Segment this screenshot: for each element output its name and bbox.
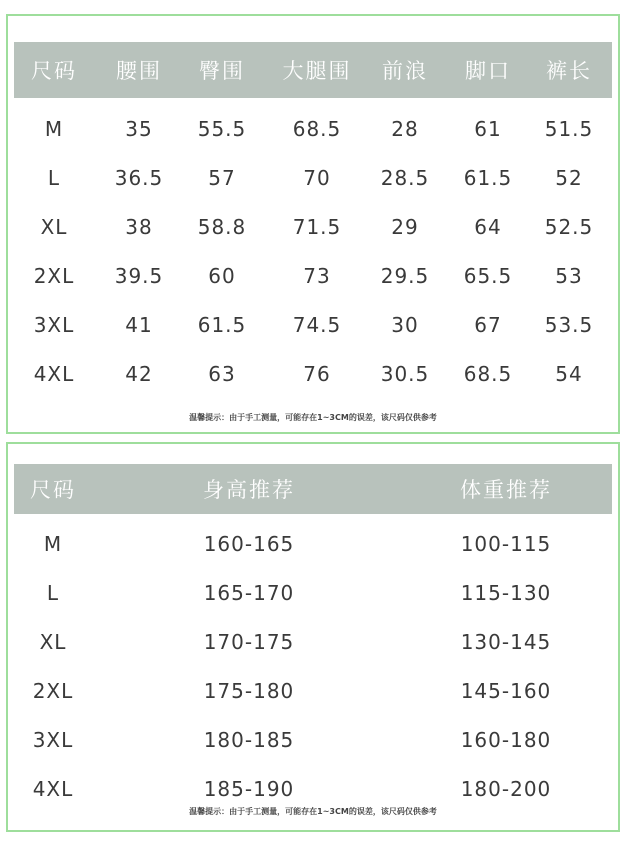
cell-size: M bbox=[43, 531, 63, 556]
cell-size: 4XL bbox=[32, 776, 74, 801]
cell-height: 185-190 bbox=[203, 776, 295, 801]
cell-front-rise: 30.5 bbox=[380, 361, 430, 386]
cell-weight: 180-200 bbox=[460, 776, 552, 801]
header-cell-thigh: 大腿围 bbox=[282, 59, 352, 83]
cell-size: 3XL bbox=[32, 727, 74, 752]
cell-hip: 63 bbox=[208, 361, 236, 386]
cell-front-rise: 28 bbox=[391, 116, 419, 141]
header-cell-front-rise: 前浪 bbox=[382, 59, 428, 83]
cell-size: 2XL bbox=[33, 263, 75, 288]
cell-weight: 100-115 bbox=[460, 531, 552, 556]
header-cell-hip: 臀围 bbox=[199, 59, 245, 83]
table-row bbox=[14, 153, 612, 202]
cell-size: L bbox=[46, 580, 60, 605]
cell-waist: 42 bbox=[125, 361, 153, 386]
cell-height: 165-170 bbox=[203, 580, 295, 605]
cell-thigh: 74.5 bbox=[292, 312, 342, 337]
recommendation-header bbox=[14, 464, 612, 514]
cell-height: 180-185 bbox=[203, 727, 295, 752]
cell-thigh: 73 bbox=[303, 263, 331, 288]
cell-waist: 38 bbox=[125, 214, 153, 239]
cell-leg-opening: 65.5 bbox=[463, 263, 513, 288]
cell-waist: 35 bbox=[125, 116, 153, 141]
cell-thigh: 71.5 bbox=[292, 214, 342, 239]
table-row bbox=[14, 202, 612, 251]
cell-size: 2XL bbox=[32, 678, 74, 703]
cell-leg-opening: 64 bbox=[474, 214, 502, 239]
table-row bbox=[14, 519, 612, 568]
cell-leg-opening: 61 bbox=[474, 116, 502, 141]
cell-hip: 58.8 bbox=[197, 214, 247, 239]
table-row bbox=[14, 300, 612, 349]
header-cell-weight: 体重推荐 bbox=[460, 478, 552, 502]
header-cell-height: 身高推荐 bbox=[203, 478, 295, 502]
cell-size: XL bbox=[39, 629, 67, 654]
cell-size: L bbox=[47, 165, 61, 190]
cell-front-rise: 29 bbox=[391, 214, 419, 239]
table-row bbox=[14, 104, 612, 153]
table-row bbox=[14, 715, 612, 764]
cell-height: 170-175 bbox=[203, 629, 295, 654]
header-cell-waist: 腰围 bbox=[116, 59, 162, 83]
header-cell-length: 裤长 bbox=[546, 59, 592, 83]
cell-thigh: 76 bbox=[303, 361, 331, 386]
cell-waist: 39.5 bbox=[114, 263, 164, 288]
table-row bbox=[14, 251, 612, 300]
cell-waist: 36.5 bbox=[114, 165, 164, 190]
cell-length: 51.5 bbox=[544, 116, 594, 141]
table-row bbox=[14, 617, 612, 666]
size-chart-panel bbox=[6, 14, 620, 434]
header-cell-leg-opening: 脚口 bbox=[465, 59, 511, 83]
cell-height: 160-165 bbox=[203, 531, 295, 556]
cell-hip: 60 bbox=[208, 263, 236, 288]
cell-hip: 55.5 bbox=[197, 116, 247, 141]
cell-weight: 130-145 bbox=[460, 629, 552, 654]
cell-front-rise: 28.5 bbox=[380, 165, 430, 190]
cell-front-rise: 29.5 bbox=[380, 263, 430, 288]
cell-size: 4XL bbox=[33, 361, 75, 386]
cell-hip: 61.5 bbox=[197, 312, 247, 337]
measurement-note: 温馨提示：由于手工测量，可能存在1~3CM的误差，该尺码仅供参考 bbox=[189, 807, 437, 816]
cell-length: 53.5 bbox=[544, 312, 594, 337]
size-chart-header bbox=[14, 42, 612, 98]
cell-thigh: 70 bbox=[303, 165, 331, 190]
cell-thigh: 68.5 bbox=[292, 116, 342, 141]
cell-length: 52.5 bbox=[544, 214, 594, 239]
cell-waist: 41 bbox=[125, 312, 153, 337]
cell-leg-opening: 61.5 bbox=[463, 165, 513, 190]
cell-leg-opening: 68.5 bbox=[463, 361, 513, 386]
cell-weight: 115-130 bbox=[460, 580, 552, 605]
table-row bbox=[14, 349, 612, 398]
recommendation-panel bbox=[6, 442, 620, 832]
cell-length: 53 bbox=[555, 263, 583, 288]
measurement-note: 温馨提示：由于手工测量，可能存在1~3CM的误差，该尺码仅供参考 bbox=[189, 413, 437, 422]
cell-leg-opening: 67 bbox=[474, 312, 502, 337]
cell-size: XL bbox=[40, 214, 68, 239]
header-cell-size: 尺码 bbox=[31, 59, 77, 83]
cell-size: 3XL bbox=[33, 312, 75, 337]
table-row bbox=[14, 568, 612, 617]
cell-weight: 145-160 bbox=[460, 678, 552, 703]
cell-height: 175-180 bbox=[203, 678, 295, 703]
cell-size: M bbox=[44, 116, 64, 141]
cell-hip: 57 bbox=[208, 165, 236, 190]
table-row bbox=[14, 666, 612, 715]
cell-front-rise: 30 bbox=[391, 312, 419, 337]
cell-length: 52 bbox=[555, 165, 583, 190]
header-cell-size: 尺码 bbox=[30, 478, 76, 502]
cell-length: 54 bbox=[555, 361, 583, 386]
cell-weight: 160-180 bbox=[460, 727, 552, 752]
